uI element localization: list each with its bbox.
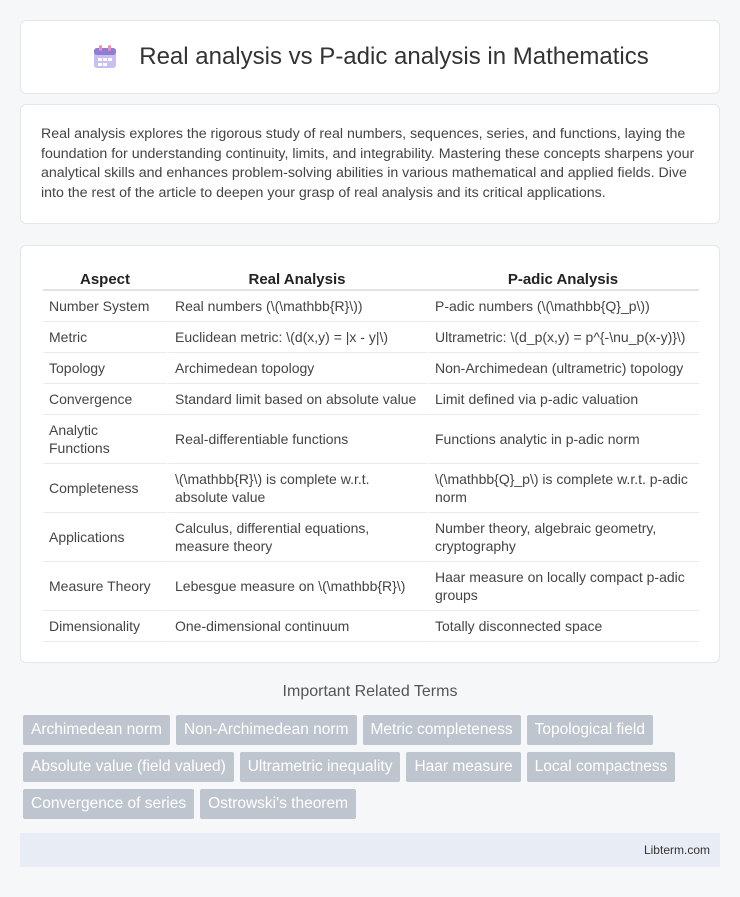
- calendar-icon: [91, 43, 119, 71]
- cell-aspect: Completeness: [43, 464, 167, 513]
- related-term-tag[interactable]: Ostrowski's theorem: [200, 789, 356, 819]
- related-term-tag[interactable]: Haar measure: [406, 752, 520, 782]
- cell-aspect: Convergence: [43, 384, 167, 415]
- related-terms-title: Important Related Terms: [282, 683, 458, 700]
- cell-real: Euclidean metric: \(d(x,y) = |x - y|\): [167, 322, 427, 353]
- table-row: [43, 353, 699, 384]
- related-term-tag[interactable]: Non-Archimedean norm: [176, 715, 357, 745]
- cell-padic: Haar measure on locally compact p-adic groups: [427, 562, 699, 611]
- cell-real: Real-differentiable functions: [167, 415, 427, 464]
- related-term-tag[interactable]: Convergence of series: [23, 789, 194, 819]
- cell-padic: Ultrametric: \(d_p(x,y) = p^{-\nu_p(x-y)}\): [427, 322, 699, 353]
- cell-padic: Limit defined via p-adic valuation: [427, 384, 699, 415]
- cell-aspect: Topology: [43, 353, 167, 384]
- cell-padic: Number theory, algebraic geometry, cryptography: [427, 513, 699, 562]
- footer: [20, 833, 720, 867]
- cell-aspect: Dimensionality: [43, 611, 167, 642]
- table-row: [43, 513, 699, 562]
- intro-card: [20, 104, 720, 224]
- cell-aspect: Applications: [43, 513, 167, 562]
- related-term-tag[interactable]: Absolute value (field valued): [23, 752, 234, 782]
- cell-real: Real numbers (\(\mathbb{R}\)): [167, 291, 427, 322]
- table-row: [43, 464, 699, 513]
- cell-aspect: Measure Theory: [43, 562, 167, 611]
- cell-aspect: Metric: [43, 322, 167, 353]
- table-header-row: [43, 266, 699, 291]
- cell-real: Lebesgue measure on \(\mathbb{R}\): [167, 562, 427, 611]
- cell-padic: Functions analytic in p-adic norm: [427, 415, 699, 464]
- footer-site-link[interactable]: Libterm.com: [643, 843, 710, 857]
- related-term-tag[interactable]: Local compactness: [527, 752, 676, 782]
- cell-aspect: Number System: [43, 291, 167, 322]
- cell-padic: \(\mathbb{Q}_p\) is complete w.r.t. p-adic norm: [427, 464, 699, 513]
- table-row: [43, 291, 699, 322]
- cell-padic: P-adic numbers (\(\mathbb{Q}_p\)): [427, 291, 699, 322]
- comparison-table: [43, 266, 699, 642]
- cell-real: \(\mathbb{R}\) is complete w.r.t. absolute value: [167, 464, 427, 513]
- cell-real: Calculus, differential equations, measure theory: [167, 513, 427, 562]
- table-row: [43, 562, 699, 611]
- header-real-analysis: Real Analysis: [167, 266, 427, 291]
- table-row: [43, 415, 699, 464]
- cell-aspect: Analytic Functions: [43, 415, 167, 464]
- intro-text: Real analysis explores the rigorous study of real numbers, sequences, series, and functions, laying the foundation for understanding continuity, limits, and integrability. Mastering these concepts sharpens your analytical skills and enhances problem-solving abilities in various mathematical and applied fields. Dive into the rest of the article to deepen your grasp of real analysis and its critical applications.: [41, 126, 695, 201]
- related-term-tag[interactable]: Ultrametric inequality: [240, 752, 401, 782]
- cell-real: One-dimensional continuum: [167, 611, 427, 642]
- cell-padic: Totally disconnected space: [427, 611, 699, 642]
- table-row: [43, 611, 699, 642]
- title-card: [20, 20, 720, 94]
- comparison-card: [20, 245, 720, 663]
- table-row: [43, 384, 699, 415]
- related-term-tag[interactable]: Archimedean norm: [23, 715, 170, 745]
- related-term-tag[interactable]: Metric completeness: [363, 715, 521, 745]
- related-term-tag[interactable]: Topological field: [527, 715, 653, 745]
- header-padic-analysis: P-adic Analysis: [427, 266, 699, 291]
- header-aspect: Aspect: [43, 266, 167, 291]
- cell-real: Archimedean topology: [167, 353, 427, 384]
- cell-real: Standard limit based on absolute value: [167, 384, 427, 415]
- related-terms-list: [23, 715, 723, 819]
- page-title: Real analysis vs P-adic analysis in Mathematics: [139, 43, 649, 70]
- cell-padic: Non-Archimedean (ultrametric) topology: [427, 353, 699, 384]
- table-row: [43, 322, 699, 353]
